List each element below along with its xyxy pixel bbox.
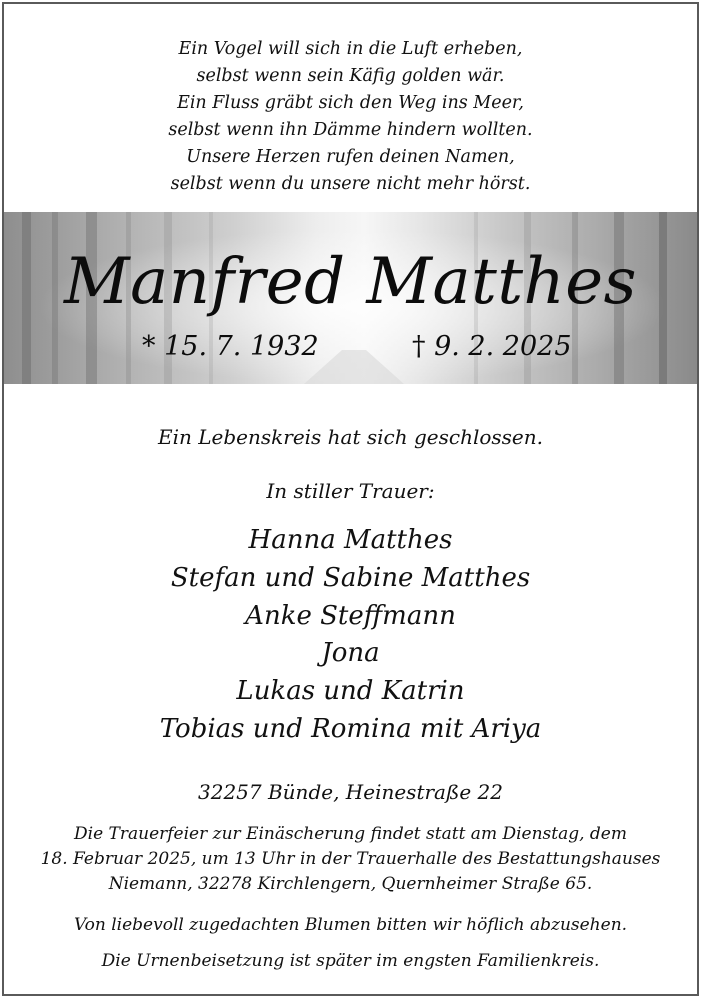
mourner-name: Hanna Matthes: [248, 525, 453, 555]
death-date: 9. 2. 2025: [434, 331, 572, 362]
burial-note: Die Urnenbeisetzung ist später im engsten Familienkreis.: [101, 951, 600, 971]
mourners-label: In stiller Trauer:: [266, 479, 435, 503]
poem-line: Ein Vogel will sich in die Luft erheben,: [178, 39, 523, 59]
birth-star-icon: *: [142, 331, 156, 362]
birth-date-line: [142, 330, 319, 364]
poem-line: selbst wenn sein Käfig golden wär.: [196, 66, 505, 86]
closing-line: Ein Lebenskreis hat sich geschlossen.: [158, 425, 543, 449]
death-date-line: [412, 330, 572, 364]
poem-line: Unsere Herzen rufen deinen Namen,: [186, 147, 515, 167]
family-address: 32257 Bünde, Heinestraße 22: [198, 780, 503, 804]
deceased-name: Manfred Matthes: [64, 245, 637, 319]
mourners-list: [4, 522, 697, 749]
obituary-card: [2, 2, 699, 996]
mourner-name: Jona: [321, 638, 380, 669]
mourner-name: Stefan und Sabine Matthes: [170, 562, 531, 593]
ceremony-line: Niemann, 32278 Kirchlengern, Quernheimer Straße 65.: [108, 874, 593, 894]
ceremony-line: Die Trauerfeier zur Einäscherung findet statt am Dienstag, dem: [74, 824, 627, 844]
forest-banner: [4, 212, 697, 384]
mourner-name: Tobias und Romina mit Ariya: [159, 713, 542, 744]
mourner-name: Lukas und Katrin: [236, 676, 465, 707]
poem-line: selbst wenn ihn Dämme hindern wollten.: [168, 120, 533, 140]
ceremony-info: [4, 822, 697, 897]
mourner-name: Anke Steffmann: [245, 600, 456, 631]
ceremony-line: 18. Februar 2025, um 13 Uhr in der Trauerhalle des Bestattungshauses: [40, 849, 661, 869]
poem-line: selbst wenn du unsere nicht mehr hörst.: [170, 174, 531, 194]
death-cross-icon: †: [412, 331, 426, 362]
flowers-note: Von liebevoll zugedachten Blumen bitten wir höflich abzusehen.: [73, 915, 628, 935]
poem-line: Ein Fluss gräbt sich den Weg ins Meer,: [177, 93, 524, 113]
poem: [4, 36, 697, 198]
birth-date: 15. 7. 1932: [164, 331, 319, 362]
